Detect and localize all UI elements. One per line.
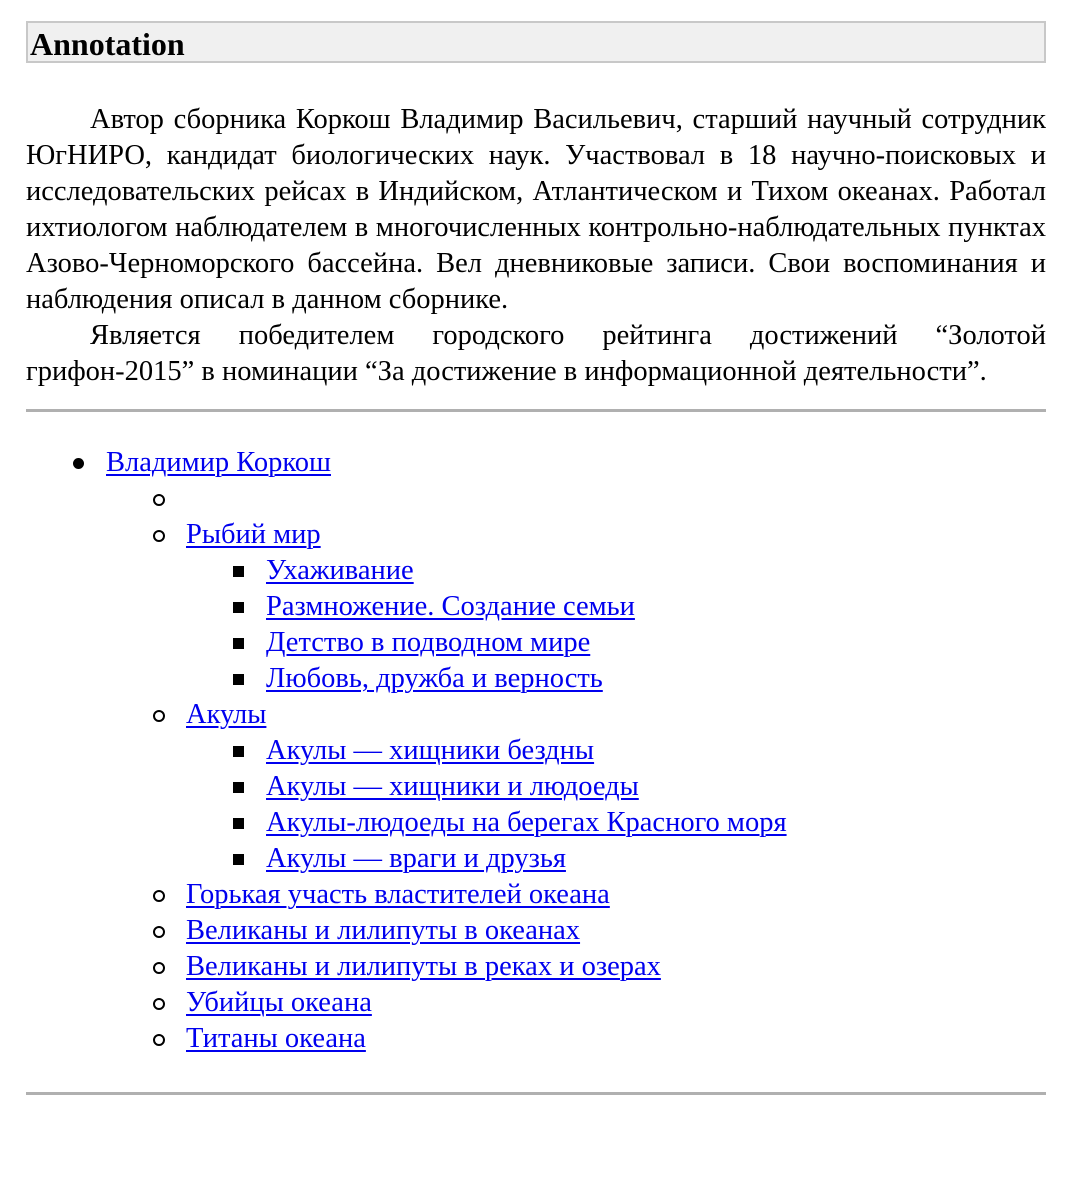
square-bullet-icon — [233, 854, 244, 865]
toc-author-item — [26, 445, 1046, 1057]
page — [26, 21, 1046, 1095]
toc-subsection-link[interactable]: Акулы — хищники бездны — [266, 735, 595, 766]
circle-bullet-icon — [153, 890, 165, 902]
toc-section-item — [106, 481, 1046, 517]
toc-subsection-item — [186, 625, 1046, 661]
toc-section-link[interactable]: Великаны и лилипуты в реках и озерах — [186, 951, 661, 982]
divider-top — [26, 409, 1046, 412]
toc-empty-entry — [186, 481, 1046, 517]
toc-subsection-item — [186, 841, 1046, 877]
toc-section-link[interactable]: Великаны и лилипуты в океанах — [186, 915, 581, 946]
table-of-contents — [26, 445, 1046, 1057]
toc-subsection-link[interactable]: Акулы — хищники и людоеды — [266, 771, 639, 802]
annotation-body — [26, 102, 1046, 390]
toc-subsection-list — [186, 553, 1046, 697]
toc-subsection-item — [186, 769, 1046, 805]
circle-bullet-icon — [153, 926, 165, 938]
toc-subsection-link[interactable]: Любовь, дружба и верность — [266, 663, 603, 694]
circle-bullet-icon — [153, 962, 165, 974]
toc-sections-list — [106, 481, 1046, 1057]
square-bullet-icon — [233, 818, 244, 829]
square-bullet-icon — [233, 566, 244, 577]
toc-section-item — [106, 1021, 1046, 1057]
circle-bullet-icon — [153, 1034, 165, 1046]
annotation-heading: Annotation — [26, 21, 1046, 63]
toc-subsection-item — [186, 589, 1046, 625]
toc-section-link[interactable]: Горькая участь властителей океана — [186, 879, 610, 910]
toc-subsection-item — [186, 733, 1046, 769]
toc-subsection-link[interactable]: Размножение. Создание семьи — [266, 591, 635, 622]
toc-section-link[interactable]: Акулы — [186, 699, 267, 730]
toc-section-item — [106, 985, 1046, 1021]
toc-section-item — [106, 913, 1046, 949]
annotation-paragraph-2: Является победителем городского рейтинга достижений “Золотой грифон-2015” в номинации “За достижение в информационной деятельности”. — [26, 320, 1046, 387]
toc-subsection-link[interactable]: Ухаживание — [266, 555, 414, 586]
square-bullet-icon — [233, 638, 244, 649]
toc-subsection-item — [186, 661, 1046, 697]
toc-section-item — [106, 949, 1046, 985]
toc-subsection-list — [186, 733, 1046, 877]
circle-bullet-icon — [153, 710, 165, 722]
circle-bullet-icon — [153, 494, 165, 506]
toc-subsection-item — [186, 805, 1046, 841]
toc-section-item — [106, 877, 1046, 913]
toc-section-link[interactable]: Титаны океана — [186, 1023, 366, 1054]
toc-subsection-link[interactable]: Акулы-людоеды на берегах Красного моря — [266, 807, 787, 838]
circle-bullet-icon — [153, 530, 165, 542]
disc-bullet-icon — [73, 458, 84, 469]
toc-subsection-item — [186, 553, 1046, 589]
annotation-paragraph-1: Автор сборника Коркош Владимир Васильевич, старший научный сотрудник ЮгНИРО, кандидат биологических наук. Участвовал в 18 научно-поисковых и исследовательских рейсах в Индийском, Атлантическом и Тихом океанах. Работал ихтиологом наблюдателем в многочисленных контрольно-наблюдательных пунктах Азово-Черноморского бассейна. Вел дневниковые записи. Свои воспоминания и наблюдения описал в данном сборнике. — [26, 104, 1046, 315]
toc-section-link[interactable]: Рыбий мир — [186, 519, 321, 550]
divider-bottom — [26, 1092, 1046, 1095]
toc-subsection-link[interactable]: Акулы — враги и друзья — [266, 843, 566, 874]
circle-bullet-icon — [153, 998, 165, 1010]
square-bullet-icon — [233, 674, 244, 685]
toc-section-item — [106, 697, 1046, 877]
toc-section-item — [106, 517, 1046, 697]
toc-author-link[interactable]: Владимир Коркош — [106, 447, 331, 478]
square-bullet-icon — [233, 746, 244, 757]
toc-subsection-link[interactable]: Детство в подводном мире — [266, 627, 591, 658]
square-bullet-icon — [233, 602, 244, 613]
square-bullet-icon — [233, 782, 244, 793]
toc-section-link[interactable]: Убийцы океана — [186, 987, 372, 1018]
